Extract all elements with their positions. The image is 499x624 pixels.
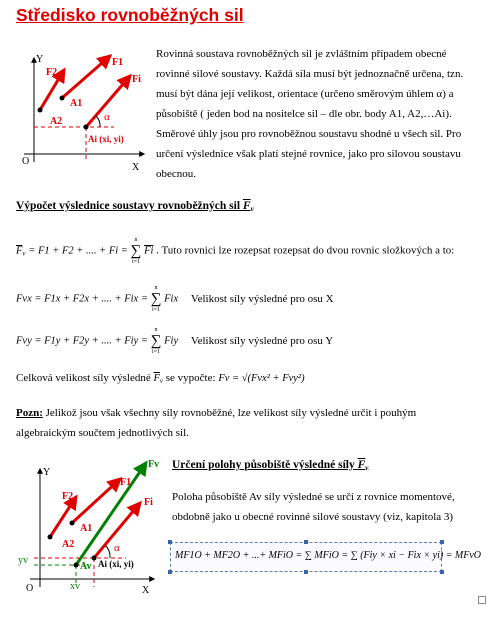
resize-handle[interactable] [168, 540, 172, 544]
alpha-arc [96, 116, 100, 127]
origin-label: O [26, 583, 34, 594]
xv-label: xv [70, 581, 80, 592]
f1-label: F1 [120, 477, 132, 488]
f2-label: F2 [62, 491, 74, 502]
resize-handle[interactable] [304, 540, 308, 544]
a2-label: A2 [50, 116, 63, 127]
magnitude-formula: Fv = √(Fvx² + Fvy²) [218, 373, 305, 384]
origin-label: O [22, 156, 30, 167]
intro-line: obecnou. [156, 168, 197, 180]
sum-operator: n ∑ i=1 [150, 327, 162, 355]
sum-operator: n ∑ i=1 [130, 237, 142, 265]
ai-label: Ai (xi, yi) [88, 134, 124, 144]
point-a2 [38, 108, 43, 113]
force-fv [76, 463, 146, 565]
figure-parallel-forces [14, 50, 154, 180]
position-paragraph: Poloha působiště Av síly výsledné se určí z rovnice momentové, obdobně jako u obecné rovinné silové soustavy (viz, kapitola 3) [172, 491, 455, 523]
point-a1 [70, 521, 75, 526]
intro-line: Rovinná soustava rovnoběžných sil je zvláštním případem obecné [156, 48, 447, 60]
intro-line: určení výslednice však platí stejné rovnice, jako pro silovou soustavu [156, 148, 461, 160]
yv-label: yv [18, 555, 28, 566]
axis-y-label: Y [43, 467, 51, 478]
point-av [74, 563, 79, 568]
paragraph-mark [478, 596, 486, 604]
point-ai [92, 556, 97, 561]
axis-x-label: X [132, 162, 140, 173]
equation-magnitude: Celková velikost síly výsledné $\overline{F}_v$ se vypočte: Fv = √(Fvx² + Fvy²) [16, 372, 305, 385]
fi-label: Fi [132, 74, 141, 85]
equation-1-text: . Tuto rovnici lze rozepsat rozepsat do dvou rovnic složkových a to: [156, 244, 455, 257]
resize-handle[interactable] [440, 570, 444, 574]
av-label: Av [80, 561, 92, 572]
fi-label: Fi [144, 497, 153, 508]
equation-vector-sum: $\overline{F}_v = F1 + F2$ + .... + Fi = n ∑ i=1 $\overline{Fi}$ . Tuto rovnici lze rozepsat rozepsat do dvou rovnic složkových a to: [16, 237, 455, 265]
point-ai [84, 125, 89, 130]
f2-label: F2 [46, 67, 58, 78]
alpha-label: α [114, 542, 120, 554]
point-a1 [60, 96, 65, 101]
equation-y-component: Fvy = F1y + F2y + .... + Fiy = n ∑ i=1 Fiy Velikost síly výsledné pro osu Y [16, 327, 334, 355]
sum-operator: n ∑ i=1 [150, 285, 162, 313]
moment-equation: MF1O + MF2O + ...+ MFiO = ∑ MFiO = ∑ (Fiy × xi − Fix × yi) = MFvO [175, 550, 482, 561]
section-heading-position: Určení polohy působiště výsledné síly $F_v$ [172, 459, 369, 472]
ai-label: Ai (xi, yi) [98, 559, 134, 569]
resize-handle[interactable] [304, 570, 308, 574]
axis-x-label: X [142, 585, 150, 595]
force-f2 [50, 497, 76, 537]
page-title: Středisko rovnoběžných sil [16, 5, 244, 25]
figure-resultant-position [14, 455, 164, 595]
a2-label: A2 [62, 539, 75, 550]
axis-y-label: Y [36, 54, 44, 65]
alpha-label: α [104, 111, 110, 123]
section-heading-result: Výpočet výslednice soustavy rovnoběžných sil $F_v$ [16, 200, 254, 213]
note-label: Pozn: [16, 407, 43, 419]
equation-2-text: Velikost síly výsledné pro osu X [190, 292, 334, 305]
alpha-arc [105, 545, 110, 558]
intro-line: rovinné silové soustavy. Každá síla musí být jednoznačně určena, tzn. [156, 68, 464, 80]
equation-3-text: Velikost síly výsledné pro osu Y [190, 334, 334, 347]
resize-handle[interactable] [440, 540, 444, 544]
note-paragraph: Pozn: Jelikož jsou však všechny síly rovnoběžné, lze velikost síly výsledné určit i pouhým algebraickým součtem jednotlivých sil. [16, 407, 417, 439]
a1-label: A1 [80, 523, 93, 534]
intro-line: musí být dána její velikost, orientace (určeno směrovým úhlem α) a [156, 88, 454, 100]
force-f1 [62, 56, 110, 98]
force-f1 [72, 479, 120, 523]
resize-handle[interactable] [168, 570, 172, 574]
point-a2 [48, 535, 53, 540]
intro-paragraph [156, 44, 478, 184]
intro-line: Směrové úhly jsou pro rovnoběžnou soustavu shodné u všech sil. Pro [156, 128, 462, 140]
equation-x-component: Fvx = F1x + F2x + .... + Fix = n ∑ i=1 Fix Velikost síly výsledné pro osu X [16, 285, 334, 313]
intro-line: působiště ( jeden bod na nositelce sil – dle obr. body A1, A2,…Ai). [156, 108, 452, 120]
moment-equation-box[interactable] [170, 542, 482, 572]
fv-label: Fv [148, 459, 160, 470]
a1-label: A1 [70, 98, 83, 109]
f1-label: F1 [112, 57, 124, 68]
